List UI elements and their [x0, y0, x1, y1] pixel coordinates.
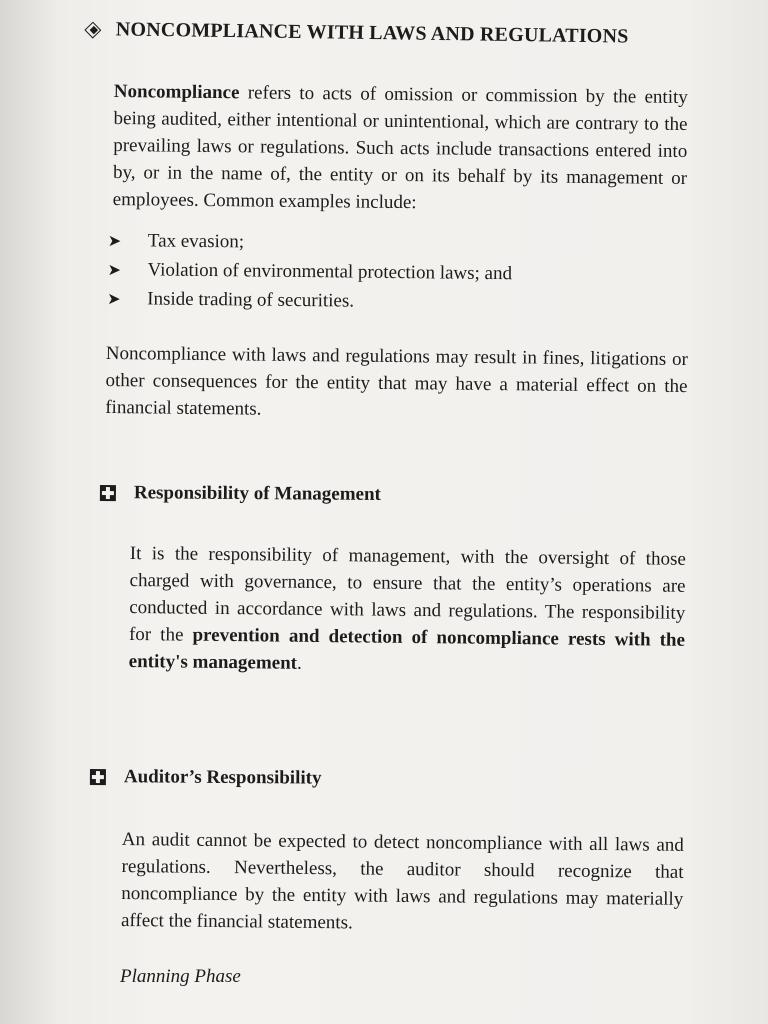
example-text: Tax evasion; — [147, 230, 245, 253]
auditor-paragraph: An audit cannot be expected to detect noncompliance with all laws and regulations. Nevertheless, the auditor should recognize that noncompliance by the entity with laws and regulations may materially affect the financial statements. — [120, 828, 684, 934]
management-paragraph — [129, 540, 686, 681]
arrow-bullet-icon: ➤ — [107, 288, 121, 309]
list-item — [107, 284, 627, 318]
consequence-paragraph: Noncompliance with laws and regulations may result in fines, litigations or other consequences for the entity that may have a material effect on the financial statements. — [105, 342, 688, 420]
example-text: Inside trading of securities. — [147, 288, 355, 312]
arrow-bullet-icon: ➤ — [107, 230, 122, 251]
management-emphasis: prevention and detection of noncompliance rests with the entity's management — [128, 624, 686, 674]
page-footer: Planning Phase — [120, 966, 241, 987]
example-text: Violation of environmental protection laws; and — [147, 259, 513, 285]
arrow-bullet-icon: ➤ — [107, 259, 122, 280]
section-heading-text: NONCOMPLIANCE WITH LAWS AND REGULATIONS — [115, 18, 629, 48]
management-heading-text: Responsibility of Management — [133, 482, 381, 505]
auditor-heading-text: Auditor’s Responsibility — [123, 766, 322, 789]
management-heading — [100, 482, 381, 506]
intro-lead: Noncompliance — [113, 80, 240, 104]
section-heading — [86, 18, 726, 50]
management-text-end: . — [296, 652, 302, 674]
intro-text: refers to acts of omission or commission by the entity being audited, either intentional or unintentional, which are contrary to the prevailing laws or regulations. Such acts include transactions entered into by, or in the name of, the entity or on its behalf by its management or employees. Common examples include: — [112, 82, 688, 214]
diamond-bullet-icon — [86, 22, 100, 36]
intro-paragraph — [113, 78, 688, 219]
auditor-heading — [90, 766, 322, 790]
cross-box-bullet-icon — [100, 485, 116, 501]
management-text: It is the responsibility of management, with the oversight of those charged with governance, to ensure that the entity’s operations are conducted in accordance with laws and regulations. The responsibility for the — [128, 542, 686, 646]
cross-box-bullet-icon — [90, 769, 106, 785]
examples-list — [107, 226, 628, 318]
page-shadow — [0, 0, 60, 1024]
